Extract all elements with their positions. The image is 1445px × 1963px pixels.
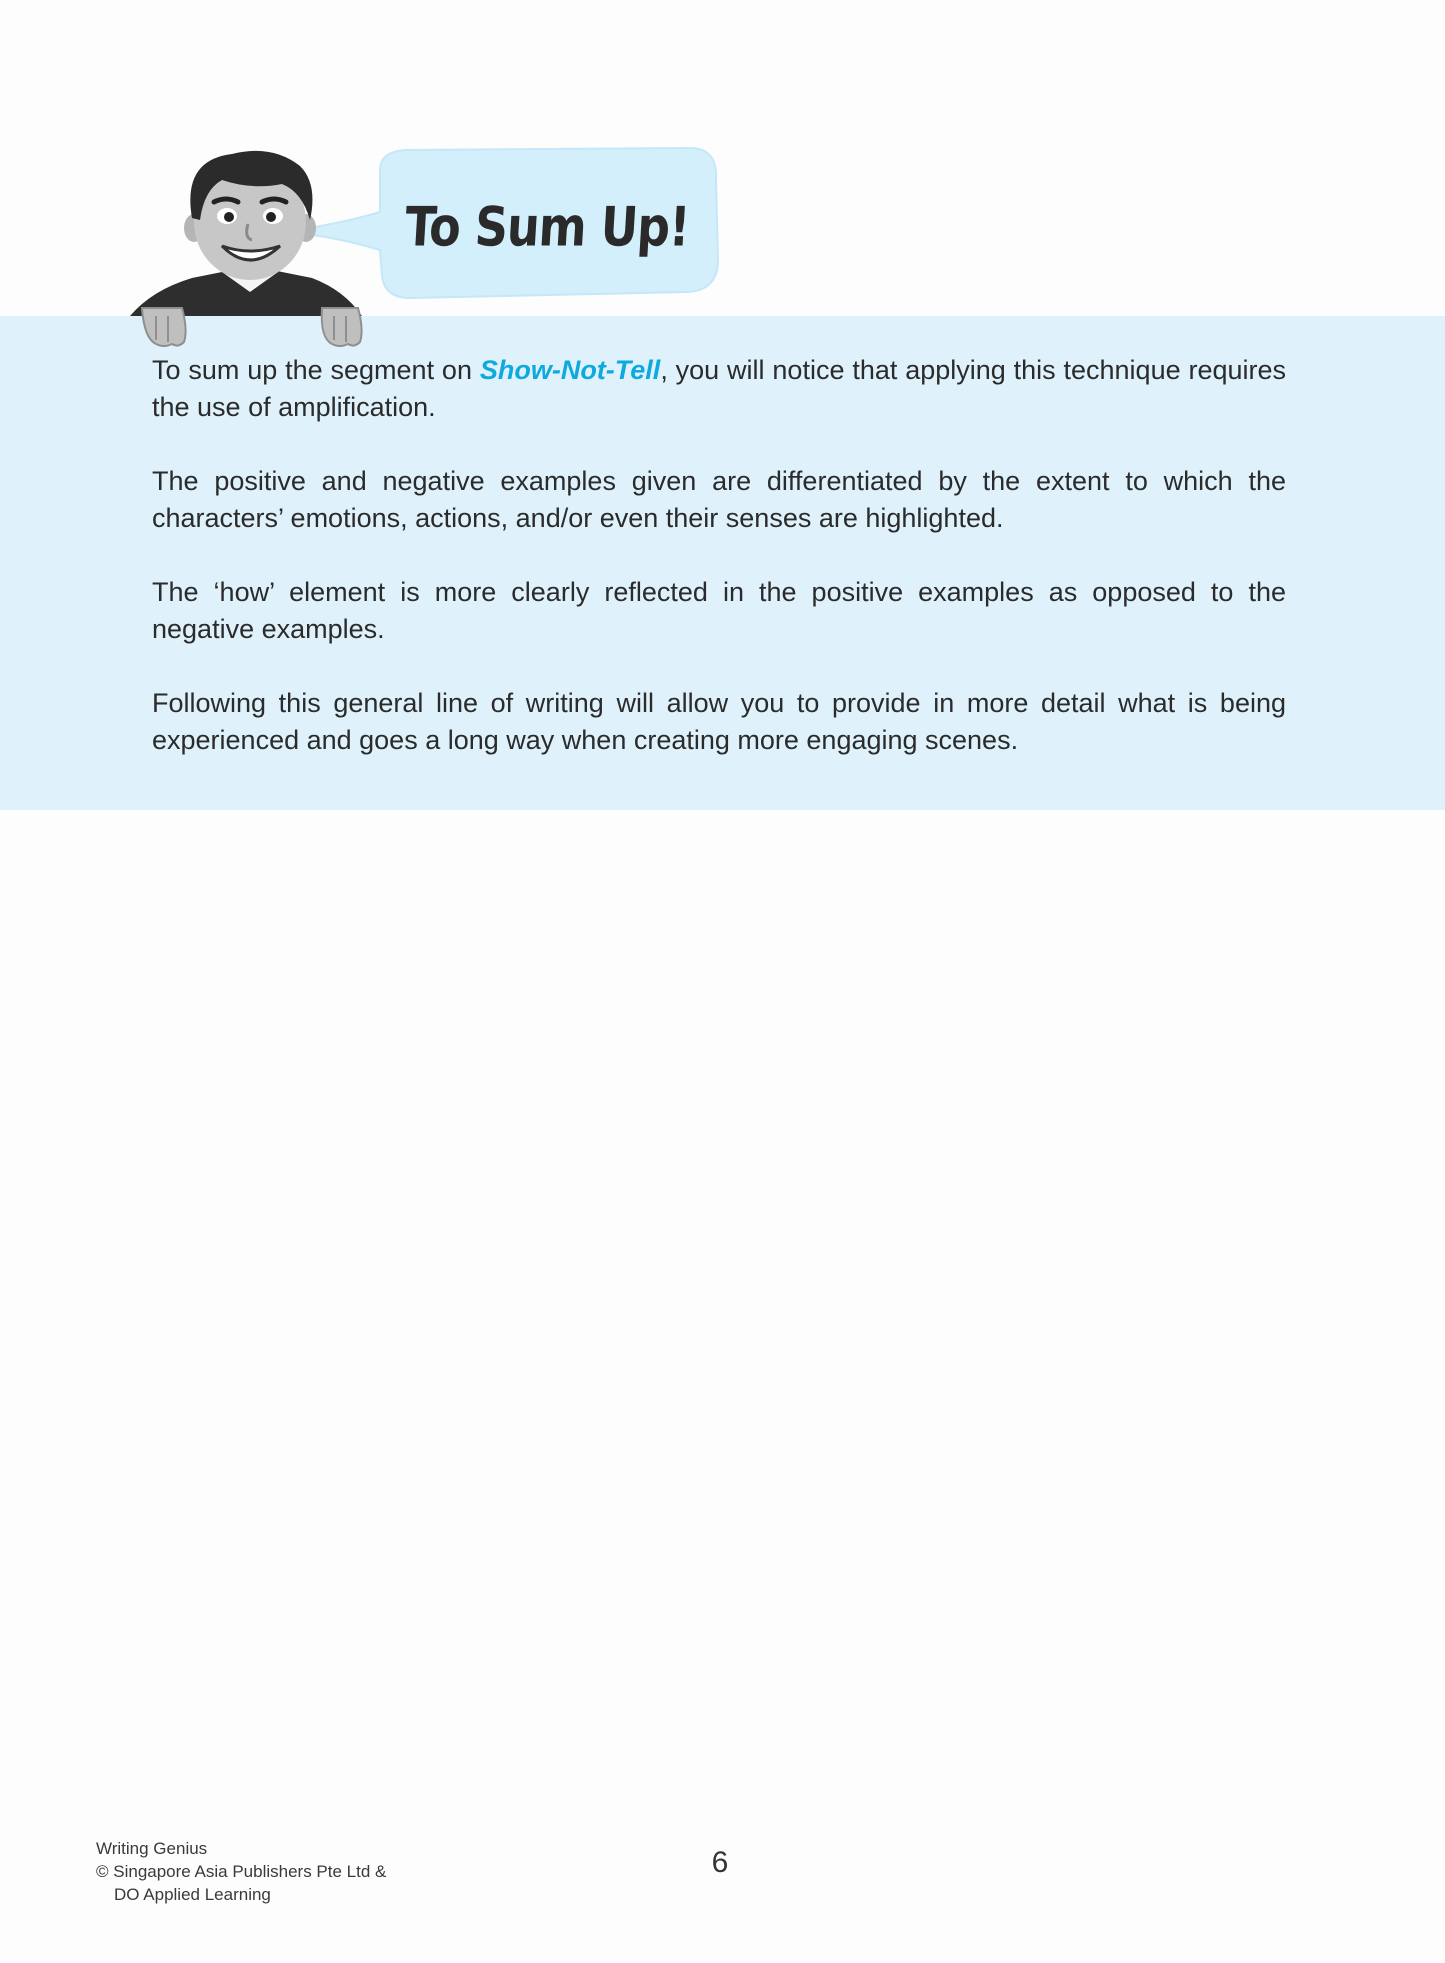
- paragraph-1: [152, 352, 1286, 426]
- p1-intro: To sum up the segment on: [152, 355, 480, 385]
- copyright-line: © Singapore Asia Publishers Pte Ltd &: [96, 1862, 387, 1881]
- footer-credits: [96, 1837, 386, 1906]
- p1-rest: , you will notice that applying this technique requires the use of amplification.: [152, 355, 1287, 422]
- section-title: To Sum Up!: [403, 195, 691, 259]
- book-title: Writing Genius: [96, 1839, 208, 1858]
- mascot-boy-icon: [122, 140, 382, 350]
- paragraph-3: The ‘how’ element is more clearly reflected in the positive examples as opposed to the negative examples.: [152, 577, 1286, 644]
- summary-text: [152, 352, 1286, 796]
- show-not-tell-highlight: Show-Not-Tell: [479, 355, 661, 385]
- paragraph-2: The positive and negative examples given are differentiated by the extent to which the characters’ emotions, actions, and/or even their senses are highlighted.: [152, 466, 1286, 533]
- copyright-line-2: DO Applied Learning: [114, 1885, 271, 1904]
- paragraph-4: Following this general line of writing will allow you to provide in more detail what is being experienced and goes a long way when creating more engaging scenes.: [152, 688, 1286, 755]
- page-number: 6: [711, 1846, 729, 1879]
